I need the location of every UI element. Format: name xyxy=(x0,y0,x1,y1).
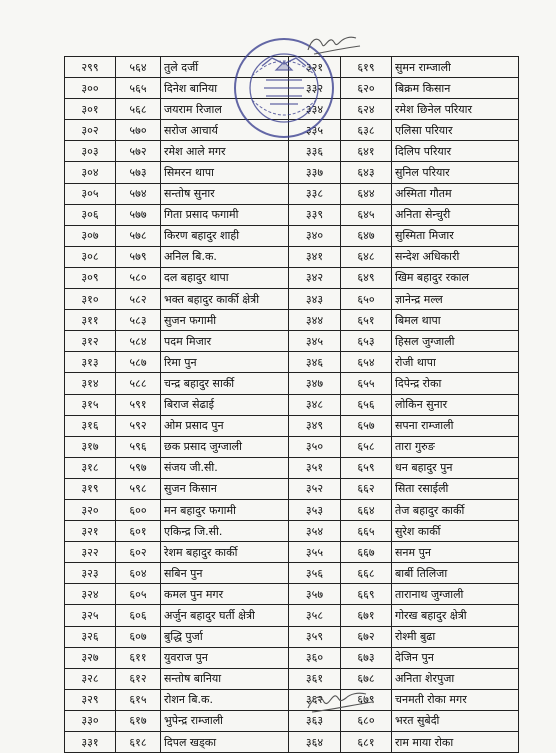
symbol-number-cell: ६६७ xyxy=(341,542,392,563)
serial-number-cell: ३३० xyxy=(65,710,116,731)
name-cell: पदम मिजार xyxy=(161,331,289,352)
name-cell: सरोज आचार्य xyxy=(161,120,289,141)
symbol-number-cell: ५६५ xyxy=(116,78,161,99)
serial-number-cell: ३३९ xyxy=(289,204,341,225)
symbol-number-cell: ६४९ xyxy=(341,267,392,288)
symbol-number-cell: ५६८ xyxy=(116,99,161,120)
serial-number-cell: ३५६ xyxy=(289,563,341,584)
symbol-number-cell: ६८० xyxy=(341,710,392,731)
signature-top xyxy=(304,28,364,58)
symbol-number-cell: ५९२ xyxy=(116,415,161,436)
name-cell: एलिसा परियार xyxy=(392,120,519,141)
name-cell: दिनेश बानिया xyxy=(161,78,289,99)
results-table xyxy=(64,56,519,753)
table-row xyxy=(65,331,519,352)
name-cell: ज्ञानेन्द्र मल्ल xyxy=(392,289,519,310)
serial-number-cell: २९९ xyxy=(65,57,116,78)
name-cell: कमल पुन मगर xyxy=(161,584,289,605)
symbol-number-cell: ६११ xyxy=(116,647,161,668)
name-cell: सबिन पुन xyxy=(161,563,289,584)
serial-number-cell: ३४४ xyxy=(289,310,341,331)
table-row xyxy=(65,394,519,415)
symbol-number-cell: ६७१ xyxy=(341,605,392,626)
serial-number-cell: ३४१ xyxy=(289,246,341,267)
name-cell: बार्बी तिलिजा xyxy=(392,563,519,584)
symbol-number-cell: ६५० xyxy=(341,289,392,310)
symbol-number-cell: ६३८ xyxy=(341,120,392,141)
symbol-number-cell: ६६२ xyxy=(341,478,392,499)
name-cell: दिपल खड्का xyxy=(161,732,289,753)
symbol-number-cell: ५७४ xyxy=(116,183,161,204)
serial-number-cell: ३५१ xyxy=(289,457,341,478)
name-cell: युवराज पुन xyxy=(161,647,289,668)
name-cell: ओम प्रसाद पुन xyxy=(161,415,289,436)
serial-number-cell: ३२९ xyxy=(65,689,116,710)
symbol-number-cell: ६१७ xyxy=(116,710,161,731)
table-row xyxy=(65,478,519,499)
name-cell: सुनिल परियार xyxy=(392,162,519,183)
name-cell: रोशन बि.क. xyxy=(161,689,289,710)
name-cell: तारानाथ जुग्जाली xyxy=(392,584,519,605)
name-cell: दिलिप परियार xyxy=(392,141,519,162)
name-cell: एकिन्द्र जि.सी. xyxy=(161,521,289,542)
name-cell: धन बहादुर पुन xyxy=(392,457,519,478)
symbol-number-cell: ५७८ xyxy=(116,225,161,246)
symbol-number-cell: ६४७ xyxy=(341,225,392,246)
table-row xyxy=(65,373,519,394)
name-cell: बिक्रम किसान xyxy=(392,78,519,99)
serial-number-cell: ३०३ xyxy=(65,141,116,162)
name-cell: सुमन राम्जाली xyxy=(392,57,519,78)
symbol-number-cell: ६५९ xyxy=(341,457,392,478)
name-cell: सुजन किसान xyxy=(161,478,289,499)
symbol-number-cell: ६०० xyxy=(116,499,161,520)
serial-number-cell: ३१४ xyxy=(65,373,116,394)
serial-number-cell: ३२१ xyxy=(289,57,341,78)
table-row xyxy=(65,57,519,78)
serial-number-cell: ३२७ xyxy=(65,647,116,668)
table-row xyxy=(65,289,519,310)
symbol-number-cell: ६४५ xyxy=(341,204,392,225)
serial-number-cell: ३५० xyxy=(289,436,341,457)
symbol-number-cell: ६०२ xyxy=(116,542,161,563)
table-row xyxy=(65,183,519,204)
serial-number-cell: ३३४ xyxy=(289,99,341,120)
serial-number-cell: ३२४ xyxy=(65,584,116,605)
symbol-number-cell: ५९८ xyxy=(116,478,161,499)
serial-number-cell: ३११ xyxy=(65,310,116,331)
symbol-number-cell: ६२० xyxy=(341,78,392,99)
serial-number-cell: ३५३ xyxy=(289,499,341,520)
table-row xyxy=(65,415,519,436)
symbol-number-cell: ५९१ xyxy=(116,394,161,415)
table-row xyxy=(65,710,519,731)
name-cell: अस्मिता गौतम xyxy=(392,183,519,204)
serial-number-cell: ३०१ xyxy=(65,99,116,120)
name-cell: सुरेश कार्की xyxy=(392,521,519,542)
symbol-number-cell: ६७३ xyxy=(341,647,392,668)
serial-number-cell: ३५५ xyxy=(289,542,341,563)
name-cell: मन बहादुर फगामी xyxy=(161,499,289,520)
table-row xyxy=(65,436,519,457)
name-cell: अर्जुन बहादुर घर्ती क्षेत्री xyxy=(161,605,289,626)
serial-number-cell: ३४६ xyxy=(289,352,341,373)
table-row xyxy=(65,267,519,288)
serial-number-cell: ३०७ xyxy=(65,225,116,246)
name-cell: चनमती रोका मगर xyxy=(392,689,519,710)
name-cell: लोकिन सुनार xyxy=(392,394,519,415)
symbol-number-cell: ५८० xyxy=(116,267,161,288)
table-row xyxy=(65,584,519,605)
serial-number-cell: ३०२ xyxy=(65,120,116,141)
name-cell: छक प्रसाद जुग्जाली xyxy=(161,436,289,457)
serial-number-cell: ३५२ xyxy=(289,478,341,499)
serial-number-cell: ३२१ xyxy=(65,521,116,542)
symbol-number-cell: ६८१ xyxy=(341,732,392,753)
symbol-number-cell: ६४४ xyxy=(341,183,392,204)
symbol-number-cell: ६०४ xyxy=(116,563,161,584)
serial-number-cell: ३१६ xyxy=(65,415,116,436)
serial-number-cell: ३२८ xyxy=(65,668,116,689)
symbol-number-cell: ५८७ xyxy=(116,352,161,373)
table-row xyxy=(65,499,519,520)
serial-number-cell: ३४० xyxy=(289,225,341,246)
serial-number-cell: ३६० xyxy=(289,647,341,668)
symbol-number-cell: ६१९ xyxy=(341,57,392,78)
symbol-number-cell: ६५१ xyxy=(341,310,392,331)
name-cell: सुजन फगामी xyxy=(161,310,289,331)
symbol-number-cell: ५७० xyxy=(116,120,161,141)
name-cell: तुले दर्जी xyxy=(161,57,289,78)
symbol-number-cell: ६०५ xyxy=(116,584,161,605)
serial-number-cell: ३०६ xyxy=(65,204,116,225)
serial-number-cell: ३४२ xyxy=(289,267,341,288)
symbol-number-cell: ५९७ xyxy=(116,457,161,478)
serial-number-cell: ३०४ xyxy=(65,162,116,183)
name-cell: भरत सुबेदी xyxy=(392,710,519,731)
serial-number-cell: ३४७ xyxy=(289,373,341,394)
table-row xyxy=(65,78,519,99)
serial-number-cell: ३३५ xyxy=(289,120,341,141)
serial-number-cell: ३५९ xyxy=(289,626,341,647)
symbol-number-cell: ६०६ xyxy=(116,605,161,626)
name-cell: अनिता सेन्चुरी xyxy=(392,204,519,225)
symbol-number-cell: ५७९ xyxy=(116,246,161,267)
serial-number-cell: ३३७ xyxy=(289,162,341,183)
table-row xyxy=(65,689,519,710)
symbol-number-cell: ६०१ xyxy=(116,521,161,542)
table-row xyxy=(65,521,519,542)
serial-number-cell: ३२२ xyxy=(65,542,116,563)
symbol-number-cell: ६१२ xyxy=(116,668,161,689)
table-row xyxy=(65,732,519,753)
name-cell: हिसल जुग्जाली xyxy=(392,331,519,352)
symbol-number-cell: ५६४ xyxy=(116,57,161,78)
name-cell: सिता रसाईली xyxy=(392,478,519,499)
table-row xyxy=(65,605,519,626)
name-cell: अनिल बि.क. xyxy=(161,246,289,267)
symbol-number-cell: ६७२ xyxy=(341,626,392,647)
table-row xyxy=(65,204,519,225)
serial-number-cell: ३६१ xyxy=(289,668,341,689)
serial-number-cell: ३४८ xyxy=(289,394,341,415)
symbol-number-cell: ५८४ xyxy=(116,331,161,352)
serial-number-cell: ३५८ xyxy=(289,605,341,626)
table-row xyxy=(65,352,519,373)
symbol-number-cell: ६२४ xyxy=(341,99,392,120)
symbol-number-cell: ६५८ xyxy=(341,436,392,457)
serial-number-cell: ३६२ xyxy=(289,689,341,710)
symbol-number-cell: ६४३ xyxy=(341,162,392,183)
symbol-number-cell: ६५५ xyxy=(341,373,392,394)
name-cell: तारा गुरुङ xyxy=(392,436,519,457)
symbol-number-cell: ६१५ xyxy=(116,689,161,710)
table-row xyxy=(65,668,519,689)
symbol-number-cell: ६१८ xyxy=(116,732,161,753)
serial-number-cell: ३६३ xyxy=(289,710,341,731)
serial-number-cell: ३१३ xyxy=(65,352,116,373)
serial-number-cell: ३०० xyxy=(65,78,116,99)
table-row xyxy=(65,626,519,647)
name-cell: गोरख बहादुर क्षेत्री xyxy=(392,605,519,626)
table-row xyxy=(65,162,519,183)
symbol-number-cell: ६६८ xyxy=(341,563,392,584)
name-cell: दिपेन्द्र रोका xyxy=(392,373,519,394)
serial-number-cell: ३३६ xyxy=(289,141,341,162)
name-cell: भुपेन्द्र राम्जाली xyxy=(161,710,289,731)
serial-number-cell: ३२५ xyxy=(65,605,116,626)
table-row xyxy=(65,542,519,563)
serial-number-cell: ३५४ xyxy=(289,521,341,542)
name-cell: बिमल थापा xyxy=(392,310,519,331)
name-cell: जयराम रिजाल xyxy=(161,99,289,120)
symbol-number-cell: ५७३ xyxy=(116,162,161,183)
serial-number-cell: ३२० xyxy=(65,499,116,520)
serial-number-cell: ३१२ xyxy=(65,331,116,352)
symbol-number-cell: ५७७ xyxy=(116,204,161,225)
serial-number-cell: ३१८ xyxy=(65,457,116,478)
symbol-number-cell: ५८३ xyxy=(116,310,161,331)
table-row xyxy=(65,457,519,478)
name-cell: देजिन पुन xyxy=(392,647,519,668)
symbol-number-cell: ६६५ xyxy=(341,521,392,542)
symbol-number-cell: ६५३ xyxy=(341,331,392,352)
name-cell: बिराज सेढाई xyxy=(161,394,289,415)
name-cell: सन्तोष सुनार xyxy=(161,183,289,204)
name-cell: रोश्मी बुढा xyxy=(392,626,519,647)
symbol-number-cell: ६५६ xyxy=(341,394,392,415)
serial-number-cell: ३४५ xyxy=(289,331,341,352)
serial-number-cell: ३१७ xyxy=(65,436,116,457)
serial-number-cell: ३१५ xyxy=(65,394,116,415)
name-cell: अनिता शेरपुजा xyxy=(392,668,519,689)
serial-number-cell: ३४९ xyxy=(289,415,341,436)
name-cell: खिम बहादुर रकाल xyxy=(392,267,519,288)
results-table-body xyxy=(65,57,519,753)
table-row xyxy=(65,225,519,246)
symbol-number-cell: ५८२ xyxy=(116,289,161,310)
table-row xyxy=(65,310,519,331)
name-cell: सन्देश अधिकारी xyxy=(392,246,519,267)
serial-number-cell: ३३१ xyxy=(65,732,116,753)
name-cell: रोजी थापा xyxy=(392,352,519,373)
name-cell: सनम पुन xyxy=(392,542,519,563)
name-cell: रेशम बहादुर कार्की xyxy=(161,542,289,563)
table-row xyxy=(65,563,519,584)
serial-number-cell: ३६४ xyxy=(289,732,341,753)
name-cell: सुस्मिता मिजार xyxy=(392,225,519,246)
serial-number-cell: ३२३ xyxy=(65,563,116,584)
name-cell: चन्द्र बहादुर सार्की xyxy=(161,373,289,394)
serial-number-cell: ३४३ xyxy=(289,289,341,310)
table-row xyxy=(65,99,519,120)
serial-number-cell: ३१९ xyxy=(65,478,116,499)
symbol-number-cell: ६७९ xyxy=(341,689,392,710)
name-cell: किरण बहादुर शाही xyxy=(161,225,289,246)
symbol-number-cell: ६६९ xyxy=(341,584,392,605)
serial-number-cell: ३०५ xyxy=(65,183,116,204)
symbol-number-cell: ६७८ xyxy=(341,668,392,689)
name-cell: तेज बहादुर कार्की xyxy=(392,499,519,520)
name-cell: रमेश छिनेल परियार xyxy=(392,99,519,120)
symbol-number-cell: ६४८ xyxy=(341,246,392,267)
serial-number-cell: ३०८ xyxy=(65,246,116,267)
symbol-number-cell: ६५४ xyxy=(341,352,392,373)
name-cell: सन्तोष बानिया xyxy=(161,668,289,689)
name-cell: सिमरन थापा xyxy=(161,162,289,183)
symbol-number-cell: ६०७ xyxy=(116,626,161,647)
table-row xyxy=(65,647,519,668)
table-row xyxy=(65,246,519,267)
table-row xyxy=(65,141,519,162)
serial-number-cell: ३५७ xyxy=(289,584,341,605)
name-cell: राम माया रोका xyxy=(392,732,519,753)
table-row xyxy=(65,120,519,141)
symbol-number-cell: ५९६ xyxy=(116,436,161,457)
name-cell: बुद्धि पुर्जा xyxy=(161,626,289,647)
name-cell: गिता प्रसाद फगामी xyxy=(161,204,289,225)
name-cell: रमेश आले मगर xyxy=(161,141,289,162)
symbol-number-cell: ५७२ xyxy=(116,141,161,162)
name-cell: दल बहादुर थापा xyxy=(161,267,289,288)
symbol-number-cell: ६६४ xyxy=(341,499,392,520)
name-cell: सपना राम्जाली xyxy=(392,415,519,436)
serial-number-cell: ३३२ xyxy=(289,78,341,99)
name-cell: रिमा पुन xyxy=(161,352,289,373)
serial-number-cell: ३१० xyxy=(65,289,116,310)
name-cell: संजय जी.सी. xyxy=(161,457,289,478)
symbol-number-cell: ५८८ xyxy=(116,373,161,394)
serial-number-cell: ३२६ xyxy=(65,626,116,647)
symbol-number-cell: ६५७ xyxy=(341,415,392,436)
serial-number-cell: ३३८ xyxy=(289,183,341,204)
serial-number-cell: ३०९ xyxy=(65,267,116,288)
symbol-number-cell: ६४१ xyxy=(341,141,392,162)
name-cell: भक्त बहादुर कार्की क्षेत्री xyxy=(161,289,289,310)
